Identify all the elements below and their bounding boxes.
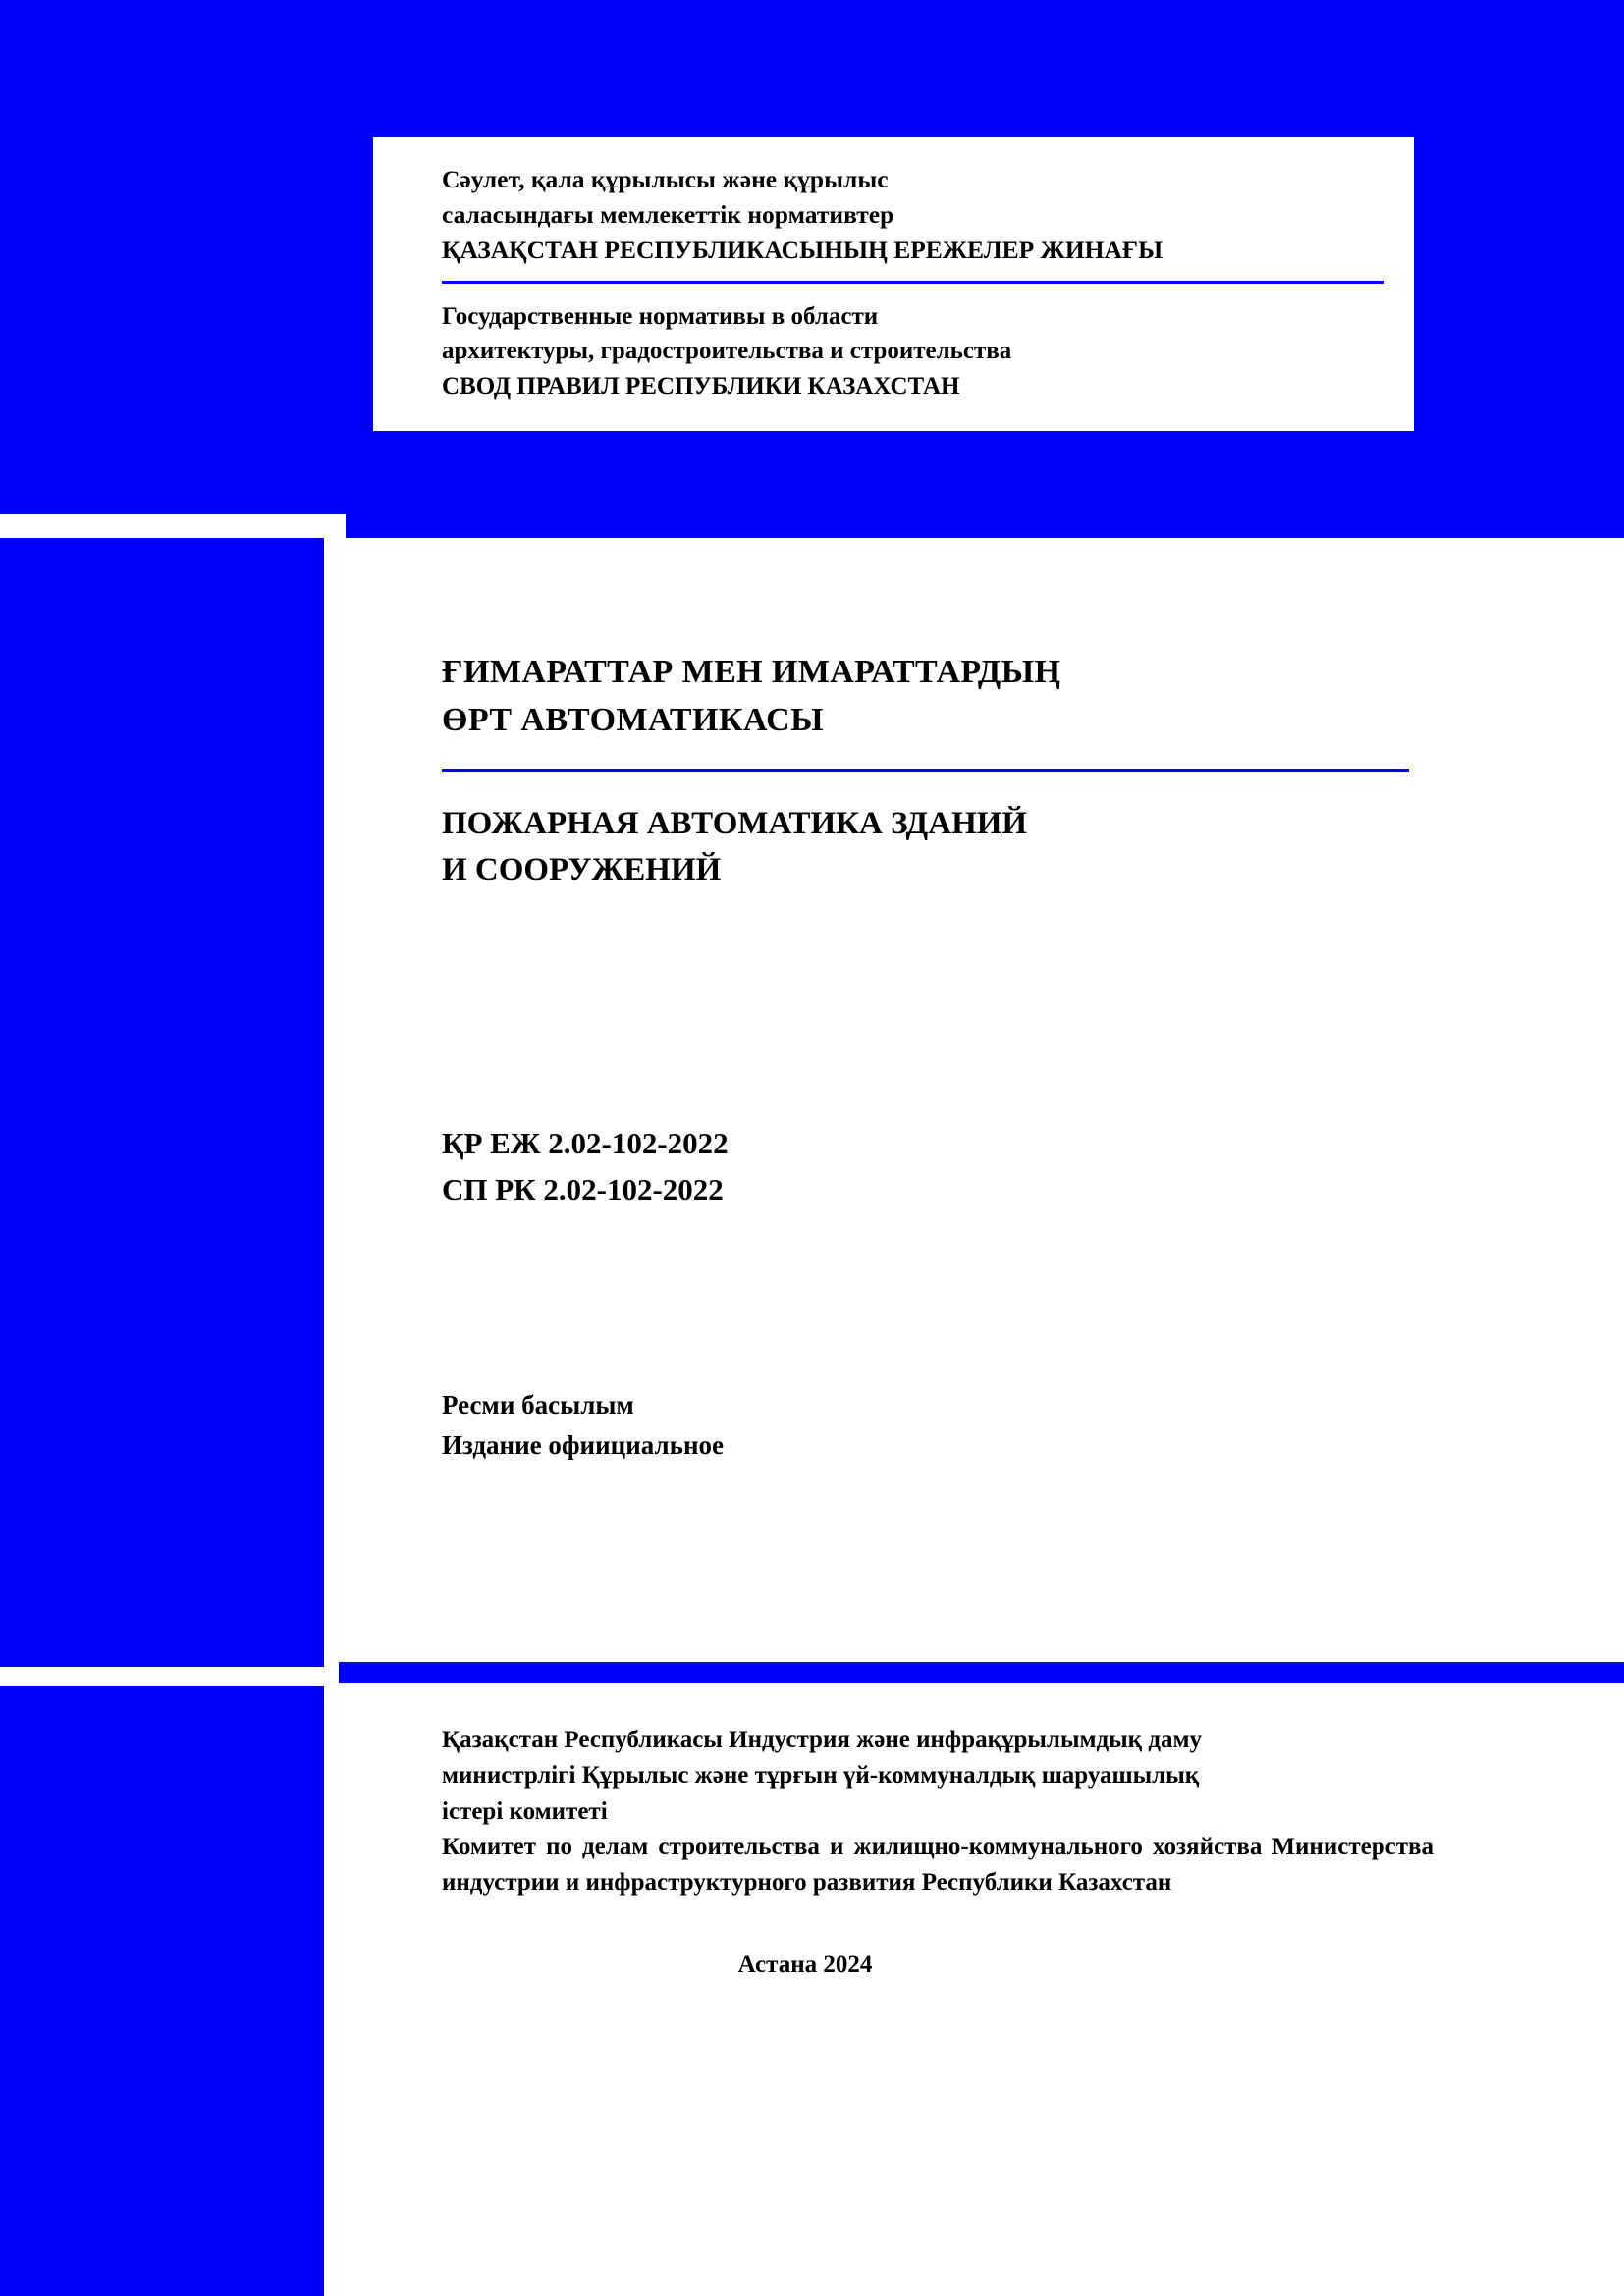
decorative-blue-block-left-top [0,0,324,514]
header-panel [373,137,1414,431]
header-russian-block [442,299,1384,404]
header-divider [442,281,1384,284]
main-content [442,648,1434,1467]
decorative-blue-strip-upper [346,514,1624,538]
publisher-kk-line-2: министрлігі Құрылыс және тұрғын үй-коммуналдық шаруашылық [442,1762,1200,1789]
city-and-year: Астана 2024 [737,1951,873,1979]
title-divider [442,769,1409,772]
title-kk-line-1: ҒИМАРАТТАР МЕН ИМАРАТТАРДЫҢ [442,654,1061,690]
header-ru-line-3: СВОД ПРАВИЛ РЕСПУБЛИКИ КАЗАХСТАН [442,372,960,400]
document-codes [442,1120,1434,1212]
title-ru-line-1: ПОЖАРНАЯ АВТОМАТИКА ЗДАНИЙ [442,805,1028,841]
header-kk-line-2: саласындағы мемлекеттік нормативтер [442,200,894,230]
header-kazakh-block [442,162,1384,269]
document-title-kazakh [442,648,1434,745]
decorative-blue-block-left-middle [0,538,324,1667]
header-ru-line-1: Государственные нормативы в области [442,302,879,330]
document-title-russian [442,801,1434,895]
edition-russian: Издание офиициальное [442,1430,724,1461]
code-russian: СП РК 2.02-102-2022 [442,1172,724,1207]
publisher-block [442,1723,1434,1979]
publisher-kazakh [442,1723,1434,1830]
header-kk-line-3: ҚАЗАҚСТАН РЕСПУБЛИКАСЫНЫҢ ЕРЕЖЕЛЕР ЖИНАҒЫ [442,236,1164,265]
edition-kazakh: Ресми басылым [442,1389,634,1419]
header-ru-line-2: архитектуры, градостроительства и строительства [442,338,1012,365]
edition-notice [442,1385,1434,1468]
code-kazakh: ҚР ЕЖ 2.02-102-2022 [442,1126,729,1161]
publisher-kk-line-1: Қазақстан Республикасы Индустрия және инфрақұрылымдық даму [442,1727,1202,1753]
title-ru-line-2: И СООРУЖЕНИЙ [442,852,722,888]
header-kk-line-1: Сәулет, қала құрылысы және құрылыс [442,165,889,193]
title-kk-line-2: ӨРТ АВТОМАТИКАСЫ [442,702,824,739]
publisher-russian: Комитет по делам строительства и жилищно-коммунального хозяйства Министерства индустрии и инфраструктурного развития Республики Казахстан [442,1833,1434,1896]
decorative-blue-block-left-bottom [0,1686,324,2296]
decorative-blue-strip-lower [339,1662,1624,1683]
publisher-kk-line-3: істері комитеті [442,1797,608,1825]
